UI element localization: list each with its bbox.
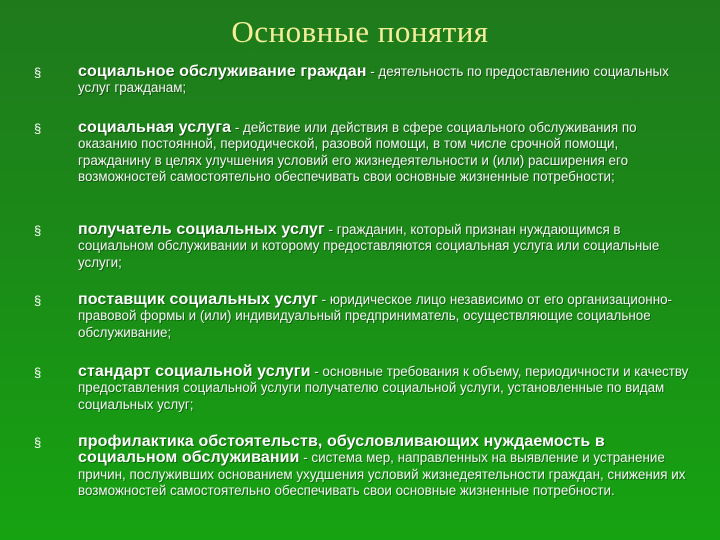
term: поставщик социальных услуг — [78, 291, 318, 308]
definition: - система мер, направленных на выявление и устранение причин, послуживших основанием ухудшения условий жизнедеятельности граждан, снижения их возможностей самостоятельно обеспечивать свои основные жизненные потребности. — [78, 450, 686, 498]
term: социальная услуга — [78, 119, 232, 136]
definition: - действие или действия в сфере социального обслуживания по оказанию постоянной, периодической, разовой помощи, в том числе срочной помощи, гражданину в целях улучшения условий его жизнедеятельности и (или) расширения его возможностей самостоятельно обеспечивать свои основные жизненные потребности; — [78, 120, 637, 184]
section-sign-icon: § — [34, 121, 42, 136]
definition: - деятельность по предоставлению социальных услуг гражданам; — [78, 64, 669, 96]
item-text — [78, 120, 690, 185]
slide-title: Основные понятия — [231, 14, 489, 49]
definition: - основные требования к объему, периодичности и качеству предоставления социальной услуги получателю социальной услуги, установленные по видам социальных услуг; — [78, 364, 689, 412]
definition: - гражданин, который признан нуждающимся в социальном обслуживании и которому предоставляются социальная услуга или социальные услуги; — [78, 222, 660, 270]
term: получатель социальных услуг — [78, 221, 325, 238]
section-sign-icon: § — [34, 65, 42, 80]
item-text — [78, 222, 690, 271]
term: стандарт социальной услуги — [78, 363, 311, 380]
item-text — [78, 434, 690, 499]
item-text — [78, 64, 690, 97]
definition: - юридическое лицо независимо от его организационно-правовой формы и (или) индивидуальный предприниматель, осуществляющие социальное обслуживание; — [78, 292, 672, 340]
section-sign-icon: § — [34, 293, 42, 308]
section-sign-icon: § — [34, 223, 42, 238]
term: социальное обслуживание граждан — [78, 63, 367, 80]
term: профилактика обстоятельств, обусловливающих нуждаемость в социальном обслуживании — [78, 433, 605, 467]
section-sign-icon: § — [34, 435, 42, 450]
item-text — [78, 292, 690, 341]
item-text — [78, 364, 690, 413]
section-sign-icon: § — [34, 365, 42, 380]
